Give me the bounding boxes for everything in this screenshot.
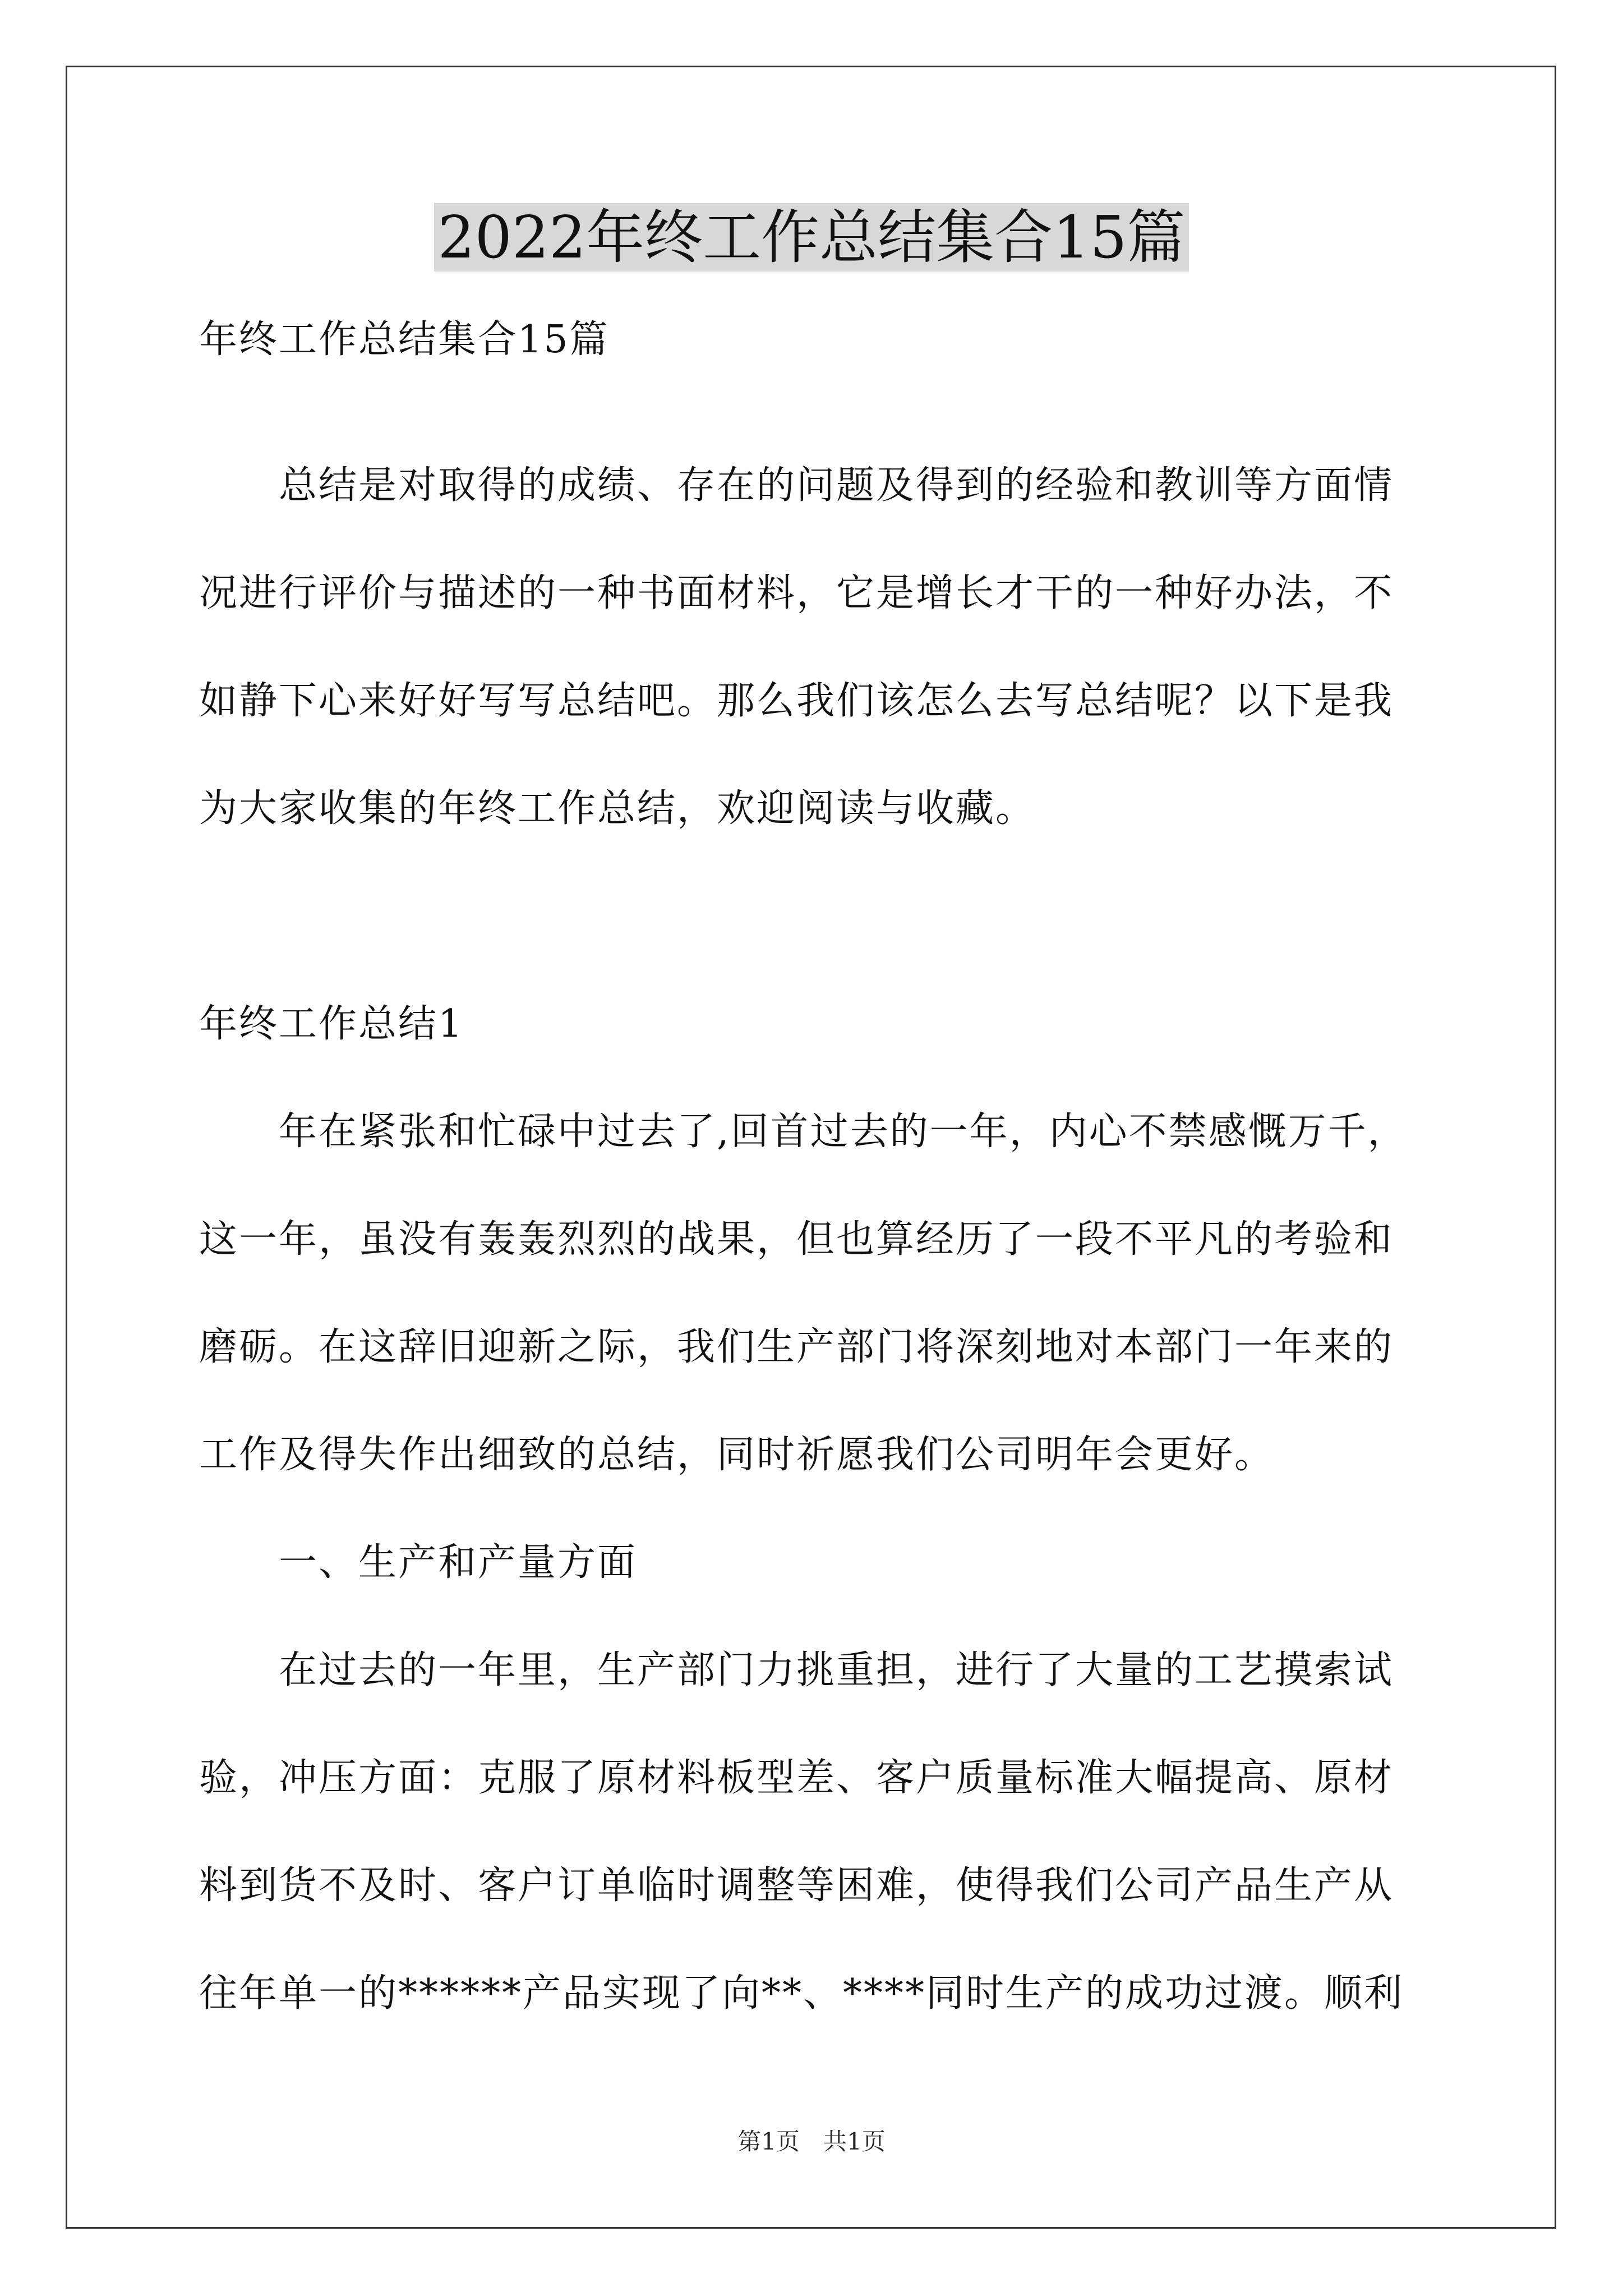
document-title-text: 2022年终工作总结集合15篇 [434,203,1188,272]
paragraph-line: 这一年，虽没有轰轰烈烈的战果，但也算经历了一段不平凡的考验和 [199,1217,1394,1262]
subtitle-line: 年终工作总结集合15篇 [199,318,610,362]
paragraph-line: 况进行评价与描述的一种书面材料，它是增长才干的一种好办法，不 [199,571,1394,615]
paragraph-line: 如静下心来好好写写总结吧。那么我们该怎么去写总结呢？以下是我 [199,679,1394,723]
paragraph-line: 总结是对取得的成绩、存在的问题及得到的经验和教训等方面情 [199,463,1394,508]
section-heading: 年终工作总结1 [199,1002,464,1046]
paragraph-line: 为大家收集的年终工作总结，欢迎阅读与收藏。 [199,786,1036,831]
paragraph-line: 往年单一的******产品实现了向**、****同时生产的成功过渡。顺利 [199,1971,1404,2016]
paragraph-line: 工作及得失作出细致的总结，同时祈愿我们公司明年会更好。 [199,1433,1275,1477]
document-title [0,199,1623,275]
paragraph-line: 验，冲压方面：克服了原材料板型差、客户质量标准大幅提高、原材 [199,1756,1394,1800]
paragraph-line: 年在紧张和忙碌中过去了,回首过去的一年，内心不禁感慨万千， [199,1110,1408,1154]
paragraph-line: 在过去的一年里，生产部门力挑重担，进行了大量的工艺摸索试 [199,1648,1394,1692]
subsection-heading: 一、生产和产量方面 [199,1540,638,1585]
page-footer: 第1页 共1页 [737,2128,886,2155]
paragraph-line: 磨砺。在这辞旧迎新之际，我们生产部门将深刻地对本部门一年来的 [199,1325,1394,1369]
paragraph-line: 料到货不及时、客户订单临时调整等困难，使得我们公司产品生产从 [199,1864,1394,1908]
